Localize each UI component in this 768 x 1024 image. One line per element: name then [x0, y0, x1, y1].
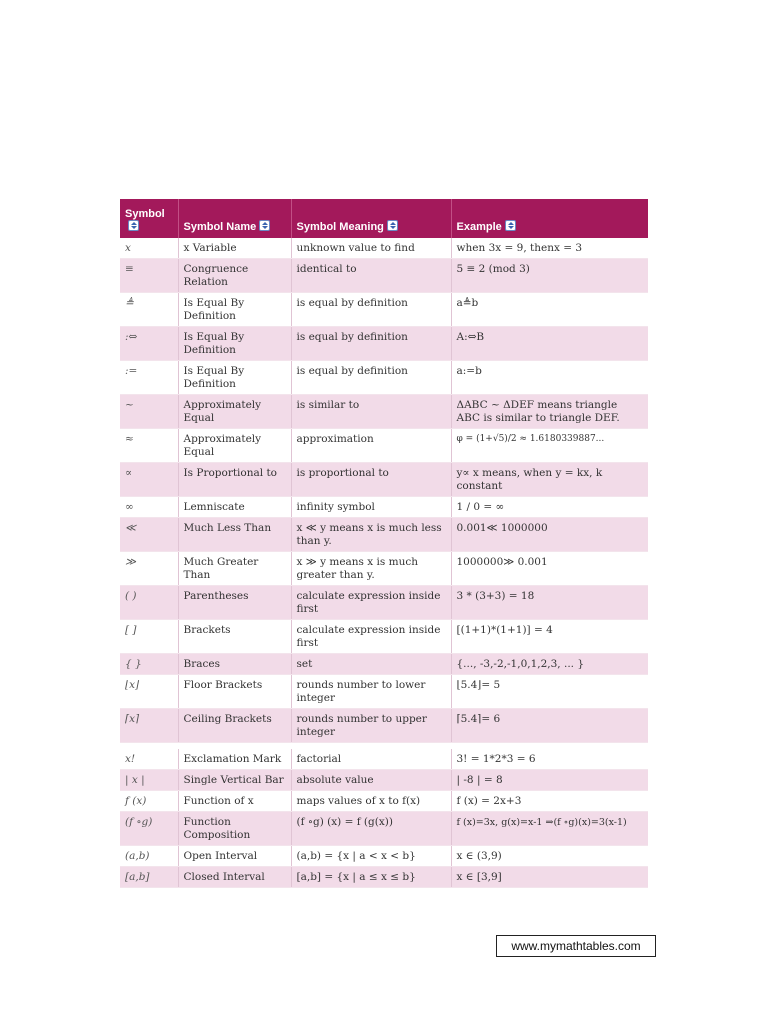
example-cell: ⌊5.4⌋= 5: [451, 675, 648, 709]
header-symbol-name-label: Symbol Name: [183, 221, 257, 233]
header-example[interactable]: [451, 199, 648, 238]
header-symbol-name[interactable]: [178, 199, 291, 238]
table-row: [120, 586, 648, 620]
name-cell: Lemniscate: [178, 497, 291, 518]
symbol-cell: | x |: [120, 770, 178, 791]
example-cell: | -8 | = 8: [451, 770, 648, 791]
name-cell: Floor Brackets: [178, 675, 291, 709]
name-cell: Braces: [178, 654, 291, 675]
meaning-cell: calculate expression inside first: [291, 620, 451, 654]
name-cell: Ceiling Brackets: [178, 709, 291, 743]
table-row: [120, 654, 648, 675]
example-cell: 3! = 1*2*3 = 6: [451, 749, 648, 770]
meaning-cell: [a,b] = {x | a ≤ x ≤ b}: [291, 867, 451, 888]
meaning-cell: (f ∘g) (x) = f (g(x)): [291, 812, 451, 846]
name-cell: Brackets: [178, 620, 291, 654]
symbol-cell: [a,b]: [120, 867, 178, 888]
name-cell: Exclamation Mark: [178, 749, 291, 770]
table-row: [120, 675, 648, 709]
sort-arrows-icon[interactable]: [128, 220, 139, 231]
header-symbol[interactable]: [120, 199, 178, 238]
symbol-cell: ≪: [120, 518, 178, 552]
symbol-cell: ( ): [120, 586, 178, 620]
symbol-cell: ⌈x⌉: [120, 709, 178, 743]
example-cell: a:=b: [451, 361, 648, 395]
symbol-cell: ≫: [120, 552, 178, 586]
meaning-cell: (a,b) = {x | a < x < b}: [291, 846, 451, 867]
meaning-cell: is equal by definition: [291, 327, 451, 361]
name-cell: Approximately Equal: [178, 395, 291, 429]
meaning-cell: x ≫ y means x is much greater than y.: [291, 552, 451, 586]
example-cell: 0.001≪ 1000000: [451, 518, 648, 552]
symbol-cell: ⌊x⌋: [120, 675, 178, 709]
example-cell: f (x) = 2x+3: [451, 791, 648, 812]
example-cell: {..., -3,-2,-1,0,1,2,3, ... }: [451, 654, 648, 675]
symbol-cell: :⇔: [120, 327, 178, 361]
header-symbol-meaning-label: Symbol Meaning: [296, 221, 384, 233]
name-cell: Closed Interval: [178, 867, 291, 888]
table-row: [120, 518, 648, 552]
name-cell: Much Less Than: [178, 518, 291, 552]
example-cell: x ∈ (3,9): [451, 846, 648, 867]
name-cell: Single Vertical Bar: [178, 770, 291, 791]
symbol-cell: ≜: [120, 293, 178, 327]
table-row: [120, 770, 648, 791]
name-cell: Parentheses: [178, 586, 291, 620]
symbol-cell: (f ∘g): [120, 812, 178, 846]
meaning-cell: factorial: [291, 749, 451, 770]
sort-arrows-icon[interactable]: [505, 220, 516, 231]
meaning-cell: is equal by definition: [291, 361, 451, 395]
symbol-cell: f (x): [120, 791, 178, 812]
symbol-cell: :=: [120, 361, 178, 395]
table-row: [120, 238, 648, 259]
meaning-cell: is proportional to: [291, 463, 451, 497]
symbol-cell: ≈: [120, 429, 178, 463]
table-row: [120, 395, 648, 429]
symbol-cell: ∞: [120, 497, 178, 518]
table-row: [120, 429, 648, 463]
table-row: [120, 497, 648, 518]
symbol-cell: x!: [120, 749, 178, 770]
sort-arrows-icon[interactable]: [387, 220, 398, 231]
name-cell: Is Equal By Definition: [178, 361, 291, 395]
header-example-label: Example: [456, 221, 502, 233]
symbol-cell: ∝: [120, 463, 178, 497]
meaning-cell: rounds number to upper integer: [291, 709, 451, 743]
meaning-cell: set: [291, 654, 451, 675]
example-cell: when 3x = 9, thenx = 3: [451, 238, 648, 259]
symbol-cell: (a,b): [120, 846, 178, 867]
example-cell: 5 ≡ 2 (mod 3): [451, 259, 648, 293]
table-row: [120, 791, 648, 812]
name-cell: Is Proportional to: [178, 463, 291, 497]
example-cell: 3 * (3+3) = 18: [451, 586, 648, 620]
example-cell: A:⇔B: [451, 327, 648, 361]
example-cell: ⌈5.4⌉= 6: [451, 709, 648, 743]
name-cell: x Variable: [178, 238, 291, 259]
name-cell: Is Equal By Definition: [178, 293, 291, 327]
math-symbols-table: [120, 199, 648, 888]
symbol-cell: [ ]: [120, 620, 178, 654]
math-symbols-table-container: [120, 199, 648, 888]
table-row: [120, 463, 648, 497]
table-row: [120, 293, 648, 327]
symbol-cell: x: [120, 238, 178, 259]
sort-arrows-icon[interactable]: [259, 220, 270, 231]
name-cell: Is Equal By Definition: [178, 327, 291, 361]
table-row: [120, 846, 648, 867]
table-row: [120, 812, 648, 846]
example-cell: f (x)=3x, g(x)=x-1 ⇒(f ∘g)(x)=3(x-1): [451, 812, 648, 846]
name-cell: Function Composition: [178, 812, 291, 846]
meaning-cell: unknown value to find: [291, 238, 451, 259]
meaning-cell: absolute value: [291, 770, 451, 791]
example-cell: a≜b: [451, 293, 648, 327]
meaning-cell: maps values of x to f(x): [291, 791, 451, 812]
symbol-cell: ~: [120, 395, 178, 429]
meaning-cell: approximation: [291, 429, 451, 463]
example-cell: x ∈ [3,9]: [451, 867, 648, 888]
name-cell: Congruence Relation: [178, 259, 291, 293]
meaning-cell: is similar to: [291, 395, 451, 429]
example-cell: [(1+1)*(1+1)] = 4: [451, 620, 648, 654]
meaning-cell: infinity symbol: [291, 497, 451, 518]
symbol-cell: ≡: [120, 259, 178, 293]
header-symbol-label: Symbol: [125, 208, 165, 220]
meaning-cell: calculate expression inside first: [291, 586, 451, 620]
example-cell: 1 / 0 = ∞: [451, 497, 648, 518]
table-row: [120, 749, 648, 770]
table-row: [120, 867, 648, 888]
meaning-cell: x ≪ y means x is much less than y.: [291, 518, 451, 552]
table-row: [120, 552, 648, 586]
example-cell: ΔABC ~ ΔDEF means triangle ABC is similar to triangle DEF.: [451, 395, 648, 429]
table-row: [120, 327, 648, 361]
meaning-cell: is equal by definition: [291, 293, 451, 327]
name-cell: Much Greater Than: [178, 552, 291, 586]
table-row: [120, 709, 648, 743]
example-cell: y∝ x means, when y = kx, k constant: [451, 463, 648, 497]
table-row: [120, 620, 648, 654]
name-cell: Open Interval: [178, 846, 291, 867]
table-header-row: [120, 199, 648, 238]
meaning-cell: identical to: [291, 259, 451, 293]
header-symbol-meaning[interactable]: [291, 199, 451, 238]
example-cell: 1000000≫ 0.001: [451, 552, 648, 586]
symbol-cell: { }: [120, 654, 178, 675]
example-cell: φ = (1+√5)/2 ≈ 1.6180339887...: [451, 429, 648, 463]
table-row: [120, 361, 648, 395]
website-label: www.mymathtables.com: [496, 935, 656, 957]
meaning-cell: rounds number to lower integer: [291, 675, 451, 709]
table-row: [120, 259, 648, 293]
name-cell: Function of x: [178, 791, 291, 812]
name-cell: Approximately Equal: [178, 429, 291, 463]
